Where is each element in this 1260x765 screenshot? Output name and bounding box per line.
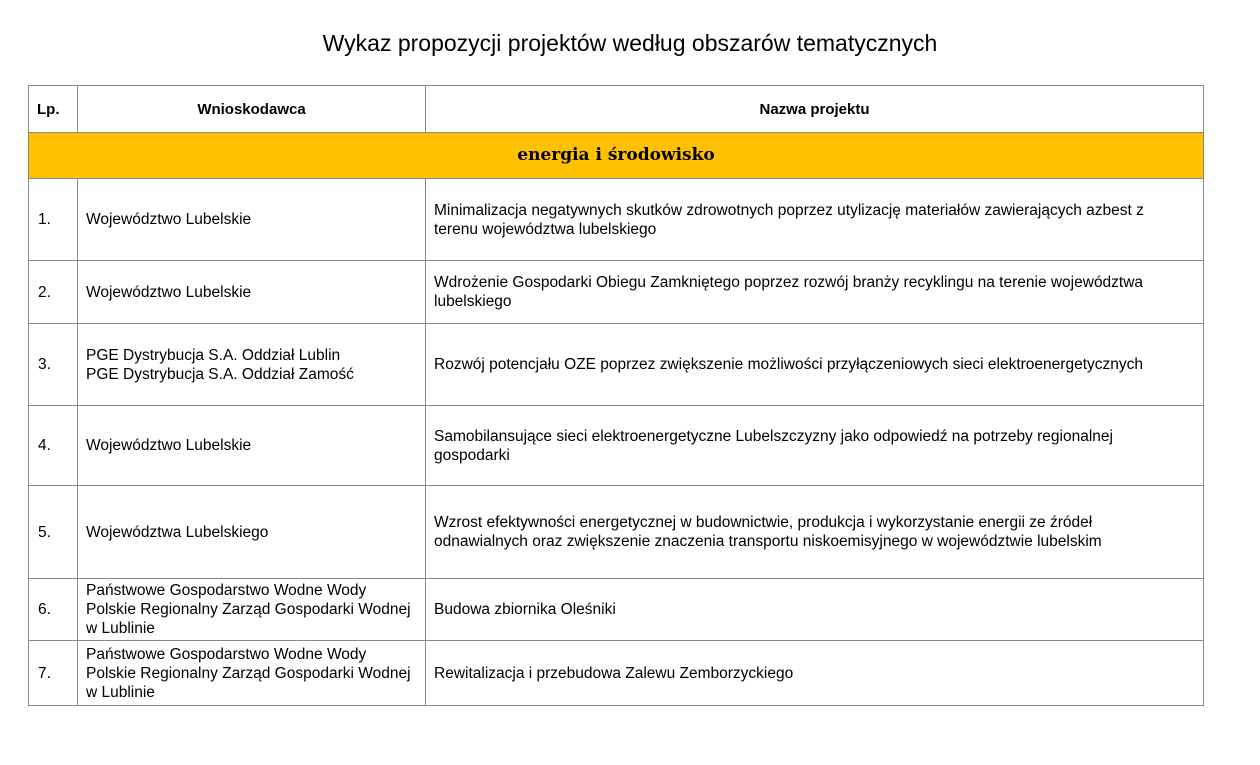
- row-project: Rewitalizacja i przebudowa Zalewu Zemborzyckiego: [426, 641, 1204, 706]
- table-row: [29, 179, 1204, 261]
- row-lp: 5.: [29, 486, 78, 579]
- applicant-line: Państwowe Gospodarstwo Wodne Wody Polskie Regionalny Zarząd Gospodarki Wodnej w Lublinie: [86, 582, 411, 637]
- table-row: [29, 324, 1204, 406]
- applicant-line: Województwa Lubelskiego: [86, 523, 269, 541]
- row-project: Samobilansujące sieci elektroenergetyczne Lubelszczyzny jako odpowiedź na potrzeby regionalnej gospodarki: [426, 406, 1204, 486]
- row-project: Rozwój potencjału OZE poprzez zwiększenie możliwości przyłączeniowych sieci elektroenergetycznych: [426, 324, 1204, 406]
- document-title: Wykaz propozycji projektów według obszarów tematycznych: [322, 30, 938, 56]
- table-row: [29, 579, 1204, 641]
- table-row: [29, 261, 1204, 324]
- header-row: [29, 86, 1204, 133]
- section-row: [29, 133, 1204, 179]
- row-lp: 3.: [29, 324, 78, 406]
- row-applicant: [78, 324, 426, 406]
- section-label: energia i środowisko: [29, 133, 1204, 179]
- applicant-line: PGE Dystrybucja S.A. Oddział Lublin: [86, 346, 341, 364]
- applicant-line: Województwo Lubelskie: [86, 437, 252, 454]
- row-project: Wdrożenie Gospodarki Obiegu Zamkniętego poprzez rozwój branży recyklingu na terenie województwa lubelskiego: [426, 261, 1204, 324]
- row-applicant: [78, 261, 426, 324]
- applicant-line: Województwo Lubelskie: [86, 211, 252, 228]
- row-lp: 2.: [29, 261, 78, 324]
- row-applicant: [78, 486, 426, 579]
- row-lp: 4.: [29, 406, 78, 486]
- row-project: Wzrost efektywności energetycznej w budownictwie, produkcja i wykorzystanie energii ze źródeł odnawialnych oraz zwiększenie znaczenia transportu niskoemisyjnego w województwie lubelskim: [426, 486, 1204, 579]
- applicant-line: PGE Dystrybucja S.A. Oddział Zamość: [86, 365, 354, 383]
- row-applicant: [78, 641, 426, 706]
- row-project: Minimalizacja negatywnych skutków zdrowotnych poprzez utylizację materiałów zawierających azbest z terenu województwa lubelskiego: [426, 179, 1204, 261]
- row-applicant: [78, 579, 426, 641]
- applicant-line: Województwo Lubelskie: [86, 283, 252, 301]
- header-project: Nazwa projektu: [426, 86, 1204, 133]
- row-applicant: [78, 406, 426, 486]
- projects-table: [28, 85, 1204, 706]
- header-lp: Lp.: [29, 86, 78, 133]
- row-applicant: [78, 179, 426, 261]
- table-row: [29, 486, 1204, 579]
- table-row: [29, 406, 1204, 486]
- header-applicant: Wnioskodawca: [78, 86, 426, 133]
- row-lp: 1.: [29, 179, 78, 261]
- row-lp: 7.: [29, 641, 78, 706]
- applicant-line: Państwowe Gospodarstwo Wodne Wody Polskie Regionalny Zarząd Gospodarki Wodnej w Lublinie: [86, 645, 411, 701]
- table-row: [29, 641, 1204, 706]
- row-lp: 6.: [29, 579, 78, 641]
- row-project: Budowa zbiornika Oleśniki: [426, 579, 1204, 641]
